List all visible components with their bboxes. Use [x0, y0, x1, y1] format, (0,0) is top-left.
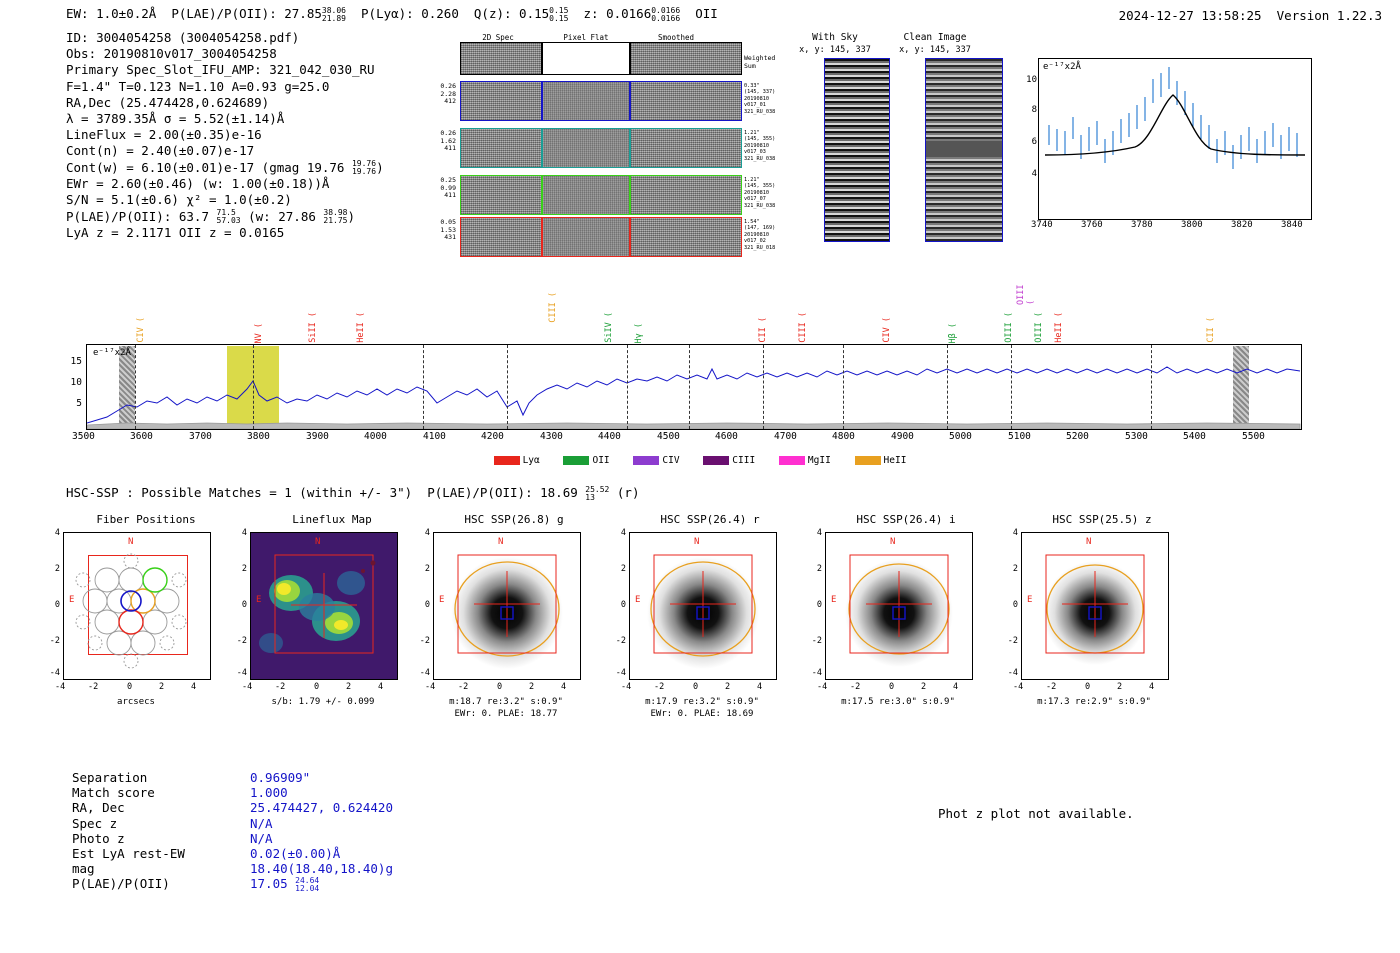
photoz-unavailable-note: Phot z plot not available. [938, 806, 1134, 821]
info-id: ID: 3004054258 (3004054258.pdf) [66, 30, 300, 45]
info-ewr: EWr = 2.60(±0.46) (w: 1.00(±0.18))Å [66, 176, 330, 192]
weighted-sum-label: Weighted Sum [744, 54, 776, 70]
value-mag: 18.40(18.40,18.40)g [250, 861, 393, 877]
line-label-siii: SiII ( [308, 312, 318, 343]
label-spec-z: Spec z [72, 815, 118, 831]
hsc-r-north-label: N [694, 537, 700, 547]
hsc-i-plot [825, 532, 973, 680]
line-label-nv: NV ( [254, 322, 264, 343]
table-row-mag [72, 861, 393, 876]
target-info-block [66, 30, 384, 241]
emission-plot-svg [1039, 59, 1311, 219]
lineflux-map-plot [250, 532, 398, 680]
header-summary-line [66, 6, 718, 23]
row-3-pixelflat [542, 217, 630, 257]
value-radec: 25.474427, 0.624420 [250, 800, 393, 816]
hsc-r-svg [630, 533, 776, 679]
with-sky-title: With Sky [812, 32, 858, 43]
hsc-plae-errors: 25.52 13 [585, 484, 610, 502]
label-plae: P(LAE)/P(OII) [72, 876, 170, 892]
hsc-r-yticks: 4 2 0 -2 -4 [615, 528, 626, 678]
label-separation: Separation [72, 770, 148, 785]
header-ew-text: EW: 1.0±0.2Å P(LAE)/P(OII): 27.85 [66, 6, 322, 21]
line-label-oiii-3: OIII ( [1016, 284, 1036, 305]
legend-label-mgii: MgII [807, 455, 831, 466]
lineflux-yticks: 4 2 0 -2 -4 [236, 528, 247, 678]
fullspec-marker-1 [253, 345, 254, 429]
value-photo-z: N/A [250, 830, 273, 846]
value-plae: 17.05 24.64 12.04 [250, 875, 320, 893]
fullspec-svg [87, 345, 1301, 429]
label-radec: RA, Dec [72, 800, 125, 816]
row-0-pixelflat [542, 81, 630, 121]
legend-item-mgii [779, 455, 831, 466]
table-row-est-lya-ew [72, 846, 393, 861]
table-row-match-score [72, 785, 393, 800]
header-datetime: 2024-12-27 13:58:25 [1118, 8, 1262, 23]
panel-title-hsc-z: HSC SSP(25.5) z [1052, 513, 1152, 526]
hsc-i-caption: m:17.5 re:3.0" s:0.9" [841, 697, 955, 707]
hsc-g-caption: m:18.7 re:3.2" s:0.9" [449, 697, 563, 707]
info-obs: Obs: 20190810v017_3004054258 [66, 46, 277, 62]
line-label-heii-2: HeII ( [1054, 312, 1064, 343]
row-0-values: 0.26 2.28 412 [440, 82, 456, 106]
fiber-circles-svg [64, 533, 210, 679]
col-header-pixelflat: Pixel Flat [563, 33, 609, 42]
legend-item-heii [855, 455, 907, 466]
legend-swatch-lya [494, 456, 520, 465]
info-plae: P(LAE)/P(OII): 63.7 71.5 57.03 (w: 27.86 38.98 21.75 ) [66, 208, 356, 226]
legend-item-ciii [703, 455, 755, 466]
weighted-sum-pixelflat [542, 42, 630, 75]
hsc-r-east-label: E [635, 595, 641, 605]
fiber-xlabel: arcsecs [117, 697, 155, 707]
row-0-info: 0.33" (145, 337) 20190810 v017_01 321_RU_038 [744, 83, 776, 115]
row-3-2dspec [460, 217, 542, 257]
value-plae-errors: 24.64 12.04 [295, 875, 320, 893]
label-mag: mag [72, 861, 95, 877]
line-label-oiii-2: OIII ( [1034, 312, 1044, 343]
table-row-photo-z [72, 831, 393, 846]
row-2-pixelflat [542, 175, 630, 215]
weighted-sum-smoothed [630, 42, 742, 75]
legend-swatch-mgii [779, 456, 805, 465]
with-sky-cutout-image [824, 58, 890, 242]
header-z-errors: 0.0166 0.0166 [651, 5, 681, 23]
row-3-info: 1.54" (147, 169) 20190810 v017_02 321_RU_018 [744, 219, 776, 251]
hsc-z-east-label: E [1027, 595, 1033, 605]
lineflux-map-svg [251, 533, 397, 679]
header-type-text: OII [680, 6, 718, 21]
two-d-spectra-panel [432, 33, 782, 251]
info-plae-w-errors: 38.98 21.75 [323, 208, 348, 226]
fullspec-marker-6 [763, 345, 764, 429]
hsc-z-plot [1021, 532, 1169, 680]
fiber-positions-plot [63, 532, 211, 680]
lineflux-north-label: N [315, 537, 321, 547]
fullspec-line-labels [86, 275, 1300, 343]
hsc-z-caption: m:17.3 re:2.9" s:0.9" [1037, 697, 1151, 707]
fullspec-marker-5 [689, 345, 690, 429]
legend-swatch-ciii [703, 456, 729, 465]
line-label-civ-2: CIV ( [882, 317, 892, 343]
line-label-civ-1: CIV ( [136, 317, 146, 343]
row-1-smoothed [630, 128, 742, 168]
fullspec-ylabel: e⁻¹⁷x2Å [93, 348, 131, 358]
header-qz-errors: 0.15 0.15 [549, 5, 569, 23]
legend-item-civ [633, 455, 679, 466]
hsc-matches-headline: HSC-SSP : Possible Matches = 1 (within +/- 3") P(LAE)/P(OII): 18.69 25.52 13 (r) [66, 484, 640, 502]
table-row-plae [72, 876, 393, 893]
full-spectrum-plot [86, 344, 1302, 430]
weighted-sum-2dspec [460, 42, 542, 75]
info-primary-spec: Primary Spec_Slot_IFU_AMP: 321_042_030_RU [66, 62, 375, 78]
lineflux-caption: s/b: 1.79 +/- 0.099 [271, 697, 375, 707]
hsc-g-svg [434, 533, 580, 679]
label-photo-z: Photo z [72, 830, 125, 846]
fullspec-marker-10 [1151, 345, 1152, 429]
info-cont-n: Cont(n) = 2.40(±0.07)e-17 [66, 143, 255, 159]
line-label-cii-2: CII ( [1206, 317, 1216, 343]
value-separation: 0.96909" [250, 770, 311, 785]
header-z-text: z: 0.0166 [568, 6, 652, 21]
header-timestamp-version [1119, 8, 1382, 23]
info-radec: RA,Dec (25.474428,0.624689) [66, 94, 270, 110]
info-wavelength: λ = 3789.35Å σ = 5.52(±1.14)Å [66, 111, 285, 127]
clean-image-coords: x, y: 145, 337 [899, 45, 971, 55]
header-plya-text: P(Lyα): 0.260 Q(z): 0.15 [345, 6, 550, 21]
hsc-g-caption2: EWr: 0. PLAE: 18.77 [454, 709, 558, 719]
emission-fit-curve [1045, 95, 1305, 155]
table-row-separation [72, 770, 393, 785]
info-lineflux: LineFlux = 2.00(±0.35)e-16 [66, 127, 262, 143]
row-2-values: 0.25 0.99 411 [440, 176, 456, 200]
fullspec-marker-0 [135, 345, 136, 429]
row-3-values: 0.05 1.53 431 [440, 218, 456, 242]
fullspec-xticks: 3500 3600 3700 3800 3900 4000 4100 4200 4300 4400 4500 4600 4700 4800 4900 5000 5100 5200 5300 5400 5500 [72, 431, 1265, 442]
table-row-radec [72, 800, 393, 815]
legend-label-heii: HeII [883, 455, 907, 466]
legend-label-ciii: CIII [732, 455, 756, 466]
hsc-r-caption2: EWr: 0. PLAE: 18.69 [650, 709, 754, 719]
info-sn: S/N = 5.1(±0.6) χ² = 1.0(±0.2) [66, 192, 292, 208]
info-cont-w: Cont(w) = 6.10(±0.01)e-17 (gmag 19.76 19.76 19.76 ) [66, 159, 384, 177]
hsc-i-north-label: N [890, 537, 896, 547]
hsc-g-plot [433, 532, 581, 680]
fiber-yticks: 4 2 0 -2 -4 [49, 528, 60, 678]
hsc-z-yticks: 4 2 0 -2 -4 [1007, 528, 1018, 678]
legend-label-oii: OII [592, 455, 610, 466]
value-match-score: 1.000 [250, 785, 288, 801]
row-1-pixelflat [542, 128, 630, 168]
header-plae-errors: 38.06 21.89 [321, 5, 346, 23]
fullspec-marker-7 [843, 345, 844, 429]
line-label-heii-1: HeII ( [356, 312, 366, 343]
line-label-hgamma: Hγ ( [634, 322, 644, 343]
row-2-smoothed [630, 175, 742, 215]
line-label-hbeta: Hβ ( [948, 322, 958, 343]
fullspec-yticks: 5 10 15 [70, 356, 82, 409]
info-plae-errors: 71.5 57.03 [216, 208, 241, 226]
row-2-2dspec [460, 175, 542, 215]
panel-title-hsc-g: HSC SSP(26.8) g [464, 513, 564, 526]
line-label-cii-1: CII ( [758, 317, 768, 343]
fullspec-marker-9 [1011, 345, 1012, 429]
spectrum-legend [0, 455, 1400, 466]
legend-label-lya: Lyα [522, 455, 540, 466]
legend-swatch-oii [563, 456, 589, 465]
value-spec-z: N/A [250, 815, 273, 831]
label-match-score: Match score [72, 785, 155, 801]
hsc-i-east-label: E [831, 595, 837, 605]
emission-plot-ylabel: e⁻¹⁷x2Å [1043, 62, 1081, 72]
legend-swatch-civ [633, 456, 659, 465]
row-0-2dspec [460, 81, 542, 121]
panel-title-hsc-r: HSC SSP(26.4) r [660, 513, 760, 526]
clean-image-masked-band [926, 141, 1002, 157]
row-3-smoothed [630, 217, 742, 257]
match-properties-table [72, 770, 393, 893]
clean-image-title: Clean Image [903, 32, 967, 43]
line-label-siiv: SiIV ( [604, 312, 614, 343]
hsc-r-plot [629, 532, 777, 680]
row-0-smoothed [630, 81, 742, 121]
legend-label-civ: CIV [662, 455, 680, 466]
row-1-2dspec [460, 128, 542, 168]
info-fwhm: F=1.4" T=0.123 N=1.10 A=0.93 g=25.0 [66, 78, 330, 94]
line-label-oiii-1: OIII ( [1004, 312, 1014, 343]
fullspec-marker-8 [947, 345, 948, 429]
line-label-ciii-1: CIII ( [548, 292, 558, 323]
clean-image-cutout-image [925, 58, 1003, 242]
hsc-g-north-label: N [498, 537, 504, 547]
hsc-i-svg [826, 533, 972, 679]
legend-item-oii [563, 455, 609, 466]
label-est-lya-ew: Est LyA rest-EW [72, 846, 185, 862]
fullspec-marker-4 [627, 345, 628, 429]
info-gmag-errors: 19.76 19.76 [351, 159, 377, 177]
table-row-spec-z [72, 816, 393, 831]
fiber-east-label: E [69, 595, 75, 605]
hsc-r-caption: m:17.9 re:3.2" s:0.9" [645, 697, 759, 707]
hsc-g-east-label: E [439, 595, 445, 605]
row-1-info: 1.21" (145, 355) 20190810 v017_03 321_RU_038 [744, 130, 776, 162]
emission-line-fit-plot: e⁻¹⁷x2Å 3740 3760 3780 3800 3820 3840 4 6 8 10 [1038, 58, 1312, 220]
col-header-smoothed: Smoothed [657, 33, 695, 42]
hsc-z-svg [1022, 533, 1168, 679]
info-redshift: LyA z = 2.1171 OII z = 0.0165 [66, 225, 285, 241]
fullspec-marker-2 [423, 345, 424, 429]
row-1-values: 0.26 1.62 411 [440, 129, 456, 153]
lineflux-east-label: E [256, 595, 262, 605]
hsc-z-north-label: N [1086, 537, 1092, 547]
row-2-info: 1.21" (145, 355) 20190810 v017_07 321_RU_038 [744, 177, 776, 209]
line-label-ciii-2: CIII ( [798, 312, 808, 343]
hsc-g-yticks: 4 2 0 -2 -4 [419, 528, 430, 678]
legend-swatch-heii [855, 456, 881, 465]
value-est-lya-ew: 0.02(±0.00)Å [250, 846, 341, 862]
panel-title-fiber-positions: Fiber Positions [96, 513, 196, 526]
panel-title-hsc-i: HSC SSP(26.4) i [856, 513, 956, 526]
with-sky-coords: x, y: 145, 337 [799, 45, 871, 55]
panel-title-lineflux-map: Lineflux Map [292, 513, 372, 526]
col-header-2dspec: 2D Spec [482, 33, 514, 42]
hsc-i-yticks: 4 2 0 -2 -4 [811, 528, 822, 678]
header-version: Version 1.22.3 [1276, 8, 1382, 23]
legend-item-lya [494, 455, 540, 466]
fullspec-marker-3 [507, 345, 508, 429]
fiber-north-label: N [128, 537, 134, 547]
